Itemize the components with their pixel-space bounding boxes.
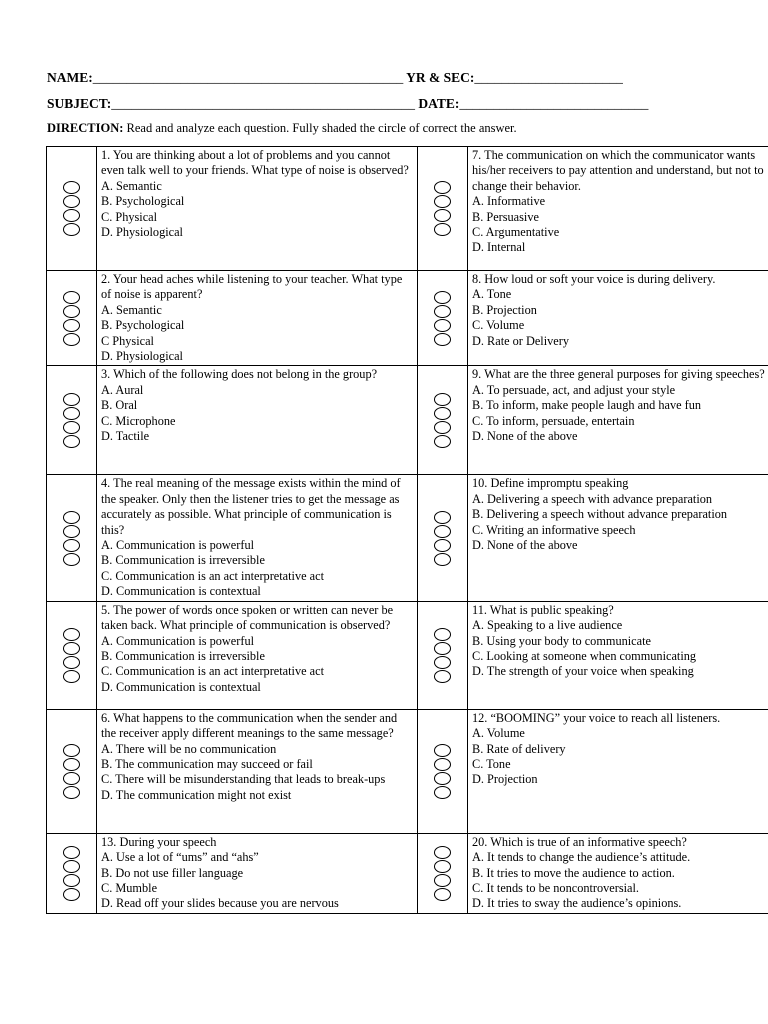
answer-option: B. Persuasive	[472, 209, 539, 224]
answer-bubble[interactable]	[434, 421, 451, 434]
answer-option: C Physical	[101, 333, 154, 348]
answer-option: A. Speaking to a live audience	[472, 618, 623, 633]
answer-option: D. Read off your slides because you are nervous	[101, 896, 339, 911]
answer-bubble[interactable]	[63, 888, 80, 901]
answer-bubble[interactable]	[434, 291, 451, 304]
answer-bubble[interactable]	[63, 181, 80, 194]
answer-bubble[interactable]	[434, 407, 451, 420]
answer-bubble[interactable]	[63, 670, 80, 683]
answer-bubble[interactable]	[434, 511, 451, 524]
answer-option: D. Communication is contextual	[101, 679, 261, 694]
answer-bubble[interactable]	[63, 319, 80, 332]
question-cell	[468, 475, 768, 601]
answer-bubble[interactable]	[63, 860, 80, 873]
subject-field[interactable]: _____________________________________________	[111, 96, 416, 111]
question-cell	[97, 601, 418, 709]
answer-option: B. Oral	[101, 398, 138, 413]
answer-bubble[interactable]	[63, 305, 80, 318]
direction-text: Read and analyze each question. Fully shaded the circle of correct the answer.	[126, 121, 517, 135]
answer-option: A. It tends to change the audience’s attitude.	[472, 850, 691, 865]
answer-bubbles	[47, 366, 97, 475]
answer-bubbles	[418, 475, 468, 601]
question-stem: 11. What is public speaking?	[472, 602, 614, 617]
answer-bubble[interactable]	[63, 525, 80, 538]
answer-bubbles	[418, 601, 468, 709]
answer-bubbles	[418, 271, 468, 366]
answer-option: A. Informative	[472, 194, 546, 209]
bubble-group	[418, 743, 467, 799]
answer-option: B. It tries to move the audience to action.	[472, 865, 675, 880]
answer-bubble[interactable]	[434, 181, 451, 194]
answer-bubble[interactable]	[434, 333, 451, 346]
name-field[interactable]: ______________________________________________	[92, 70, 404, 85]
question-cell	[97, 366, 418, 475]
answer-bubbles	[418, 147, 468, 271]
bubble-group	[47, 510, 96, 566]
answer-bubble[interactable]	[434, 539, 451, 552]
answer-bubble[interactable]	[63, 786, 80, 799]
yr-sec-label: YR & SEC:	[406, 70, 475, 85]
answer-bubble[interactable]	[434, 758, 451, 771]
question-table-body	[47, 147, 768, 914]
answer-bubbles	[47, 475, 97, 601]
answer-bubble[interactable]	[63, 209, 80, 222]
answer-bubble[interactable]	[434, 435, 451, 448]
answer-bubble[interactable]	[434, 209, 451, 222]
answer-option: B. Using your body to communicate	[472, 633, 651, 648]
answer-option: A. Delivering a speech with advance preparation	[472, 491, 713, 506]
answer-option: C. Argumentative	[472, 225, 560, 240]
answer-option: C. Volume	[472, 318, 525, 333]
answer-option: D. None of the above	[472, 538, 578, 553]
question-row	[47, 475, 768, 601]
answer-bubble[interactable]	[434, 195, 451, 208]
answer-option: A. Volume	[472, 726, 525, 741]
question-cell	[468, 271, 768, 366]
answer-bubble[interactable]	[434, 874, 451, 887]
answer-option: D. The strength of your voice when speaking	[472, 664, 694, 679]
answer-option: A. Semantic	[101, 178, 162, 193]
answer-bubble[interactable]	[434, 525, 451, 538]
answer-option: A. Aural	[101, 382, 144, 397]
answer-bubble[interactable]	[434, 319, 451, 332]
answer-option: D. None of the above	[472, 429, 578, 444]
answer-option: A. To persuade, act, and adjust your style	[472, 382, 676, 397]
answer-bubble[interactable]	[63, 511, 80, 524]
answer-bubble[interactable]	[434, 553, 451, 566]
question-stem: 6. What happens to the communication when the sender and the receiver apply different meanings to the same message?	[101, 710, 398, 741]
answer-option: C. Microphone	[101, 413, 176, 428]
bubble-group	[47, 627, 96, 683]
question-stem: 13. During your speech	[101, 834, 217, 849]
answer-bubble[interactable]	[434, 223, 451, 236]
answer-option: A. Communication is powerful	[101, 633, 255, 648]
answer-bubbles	[418, 709, 468, 833]
question-stem: 12. “BOOMING” your voice to reach all listeners.	[472, 710, 721, 725]
question-stem: 10. Define impromptu speaking	[472, 476, 629, 491]
answer-option: C. It tends to be noncontroversial.	[472, 880, 639, 895]
answer-option: B. Psychological	[101, 318, 185, 333]
question-row	[47, 833, 768, 913]
answer-bubble[interactable]	[434, 393, 451, 406]
question-cell	[468, 833, 768, 913]
direction-label: DIRECTION:	[47, 121, 124, 135]
bubble-group	[418, 510, 467, 566]
answer-bubble[interactable]	[434, 670, 451, 683]
answer-option: B. The communication may succeed or fail	[101, 756, 313, 771]
question-cell	[97, 475, 418, 601]
answer-bubble[interactable]	[63, 195, 80, 208]
answer-bubbles	[418, 833, 468, 913]
answer-option: B. Communication is irreversible	[101, 648, 265, 663]
answer-option: A. Communication is powerful	[101, 538, 255, 553]
answer-bubble[interactable]	[63, 223, 80, 236]
question-cell	[97, 271, 418, 366]
answer-bubble[interactable]	[434, 888, 451, 901]
answer-option: B. Do not use filler language	[101, 865, 244, 880]
answer-bubble[interactable]	[63, 421, 80, 434]
answer-option: A. Tone	[472, 287, 512, 302]
answer-bubble[interactable]	[63, 874, 80, 887]
question-stem: 20. Which is true of an informative speech?	[472, 834, 687, 849]
bubble-group	[418, 181, 467, 237]
bubble-group	[418, 845, 467, 901]
answer-bubble[interactable]	[434, 305, 451, 318]
answer-option: A. There will be no communication	[101, 741, 277, 756]
answer-bubble[interactable]	[434, 656, 451, 669]
answer-bubble[interactable]	[63, 772, 80, 785]
bubble-group	[47, 845, 96, 901]
answer-bubble[interactable]	[434, 744, 451, 757]
question-stem: 4. The real meaning of the message exists within the mind of the speaker. Only then the listener tries to get the message as accurately as possible. What principle of communication is this?	[101, 476, 401, 537]
answer-bubble[interactable]	[63, 333, 80, 346]
answer-option: C. Communication is an act interpretative act	[101, 664, 324, 679]
name-label: NAME:	[47, 70, 93, 85]
answer-option: C. Writing an informative speech	[472, 522, 636, 537]
answer-bubble[interactable]	[63, 656, 80, 669]
question-stem: 7. The communication on which the communicator wants his/her receivers to pay attention and understand, but not to change their behavior.	[472, 148, 764, 193]
question-row	[47, 601, 768, 709]
yr-sec-field[interactable]: ______________________	[474, 70, 623, 85]
answer-bubble[interactable]	[434, 628, 451, 641]
question-stem: 9. What are the three general purposes for giving speeches?	[472, 367, 765, 382]
answer-bubble[interactable]	[63, 846, 80, 859]
date-field[interactable]: ____________________________	[459, 96, 649, 111]
answer-bubble[interactable]	[434, 642, 451, 655]
bubble-group	[47, 392, 96, 448]
answer-bubble[interactable]	[434, 846, 451, 859]
answer-option: C. Physical	[101, 209, 158, 224]
question-row	[47, 366, 768, 475]
answer-bubbles	[47, 833, 97, 913]
answer-bubble[interactable]	[63, 758, 80, 771]
answer-bubble[interactable]	[63, 291, 80, 304]
answer-bubbles	[47, 147, 97, 271]
question-row	[47, 709, 768, 833]
answer-option: C. Communication is an act interpretative act	[101, 568, 324, 583]
answer-option: B. Delivering a speech without advance preparation	[472, 507, 728, 522]
date-label: DATE:	[418, 96, 460, 111]
answer-option: A. Semantic	[101, 302, 162, 317]
answer-bubble[interactable]	[63, 539, 80, 552]
question-cell	[468, 601, 768, 709]
subject-row	[47, 96, 648, 112]
name-row	[47, 70, 623, 86]
bubble-group	[418, 627, 467, 683]
answer-bubbles	[47, 271, 97, 366]
question-stem: 5. The power of words once spoken or written can never be taken back. What principle of communication is observed?	[101, 602, 394, 633]
answer-option: D. Physiological	[101, 225, 183, 240]
answer-bubble[interactable]	[63, 407, 80, 420]
answer-option: B. Projection	[472, 302, 537, 317]
question-stem: 3. Which of the following does not belong in the group?	[101, 367, 378, 382]
answer-bubble[interactable]	[63, 393, 80, 406]
answer-bubble[interactable]	[63, 435, 80, 448]
answer-bubbles	[47, 601, 97, 709]
question-stem: 1. You are thinking about a lot of problems and you cannot even talk well to your friends. What type of noise is observed?	[101, 148, 409, 178]
bubble-group	[418, 392, 467, 448]
question-cell	[468, 366, 768, 475]
bubble-group	[418, 290, 467, 346]
bubble-group	[47, 290, 96, 346]
answer-option: D. Internal	[472, 240, 526, 255]
question-row	[47, 271, 768, 366]
question-cell	[468, 147, 768, 271]
answer-option: A. Use a lot of “ums” and “ahs”	[101, 850, 259, 865]
answer-option: D. Physiological	[101, 349, 183, 364]
answer-option: C. Looking at someone when communicating	[472, 648, 697, 663]
question-cell	[97, 147, 418, 271]
answer-bubble[interactable]	[63, 642, 80, 655]
answer-option: D. It tries to sway the audience’s opinions.	[472, 896, 682, 911]
question-row	[47, 147, 768, 271]
bubble-group	[47, 743, 96, 799]
answer-option: B. To inform, make people laugh and have fun	[472, 398, 702, 413]
bubble-group	[47, 181, 96, 237]
answer-bubbles	[418, 366, 468, 475]
question-cell	[97, 833, 418, 913]
answer-bubbles	[47, 709, 97, 833]
answer-option: B. Psychological	[101, 194, 185, 209]
answer-bubble[interactable]	[434, 786, 451, 799]
question-table	[46, 146, 768, 914]
answer-bubble[interactable]	[63, 744, 80, 757]
answer-bubble[interactable]	[434, 860, 451, 873]
question-cell	[468, 709, 768, 833]
answer-option: C. Tone	[472, 756, 511, 771]
answer-option: C. Mumble	[101, 880, 158, 895]
answer-option: B. Rate of delivery	[472, 741, 566, 756]
question-stem: 8. How loud or soft your voice is during delivery.	[472, 272, 716, 286]
answer-option: D. Rate or Delivery	[472, 333, 569, 348]
answer-option: D. The communication might not exist	[101, 787, 292, 802]
answer-option: C. To inform, persuade, entertain	[472, 413, 635, 428]
question-cell	[97, 709, 418, 833]
question-stem: 2. Your head aches while listening to your teacher. What type of noise is apparent?	[101, 272, 403, 302]
answer-bubble[interactable]	[63, 628, 80, 641]
answer-option: D. Tactile	[101, 429, 150, 444]
answer-bubble[interactable]	[63, 553, 80, 566]
answer-option: C. There will be misunderstanding that leads to break-ups	[101, 772, 386, 787]
answer-option: B. Communication is irreversible	[101, 553, 265, 568]
answer-bubble[interactable]	[434, 772, 451, 785]
direction	[47, 121, 517, 136]
answer-option: D. Communication is contextual	[101, 584, 261, 599]
answer-option: D. Projection	[472, 772, 538, 787]
subject-label: SUBJECT:	[47, 96, 112, 111]
